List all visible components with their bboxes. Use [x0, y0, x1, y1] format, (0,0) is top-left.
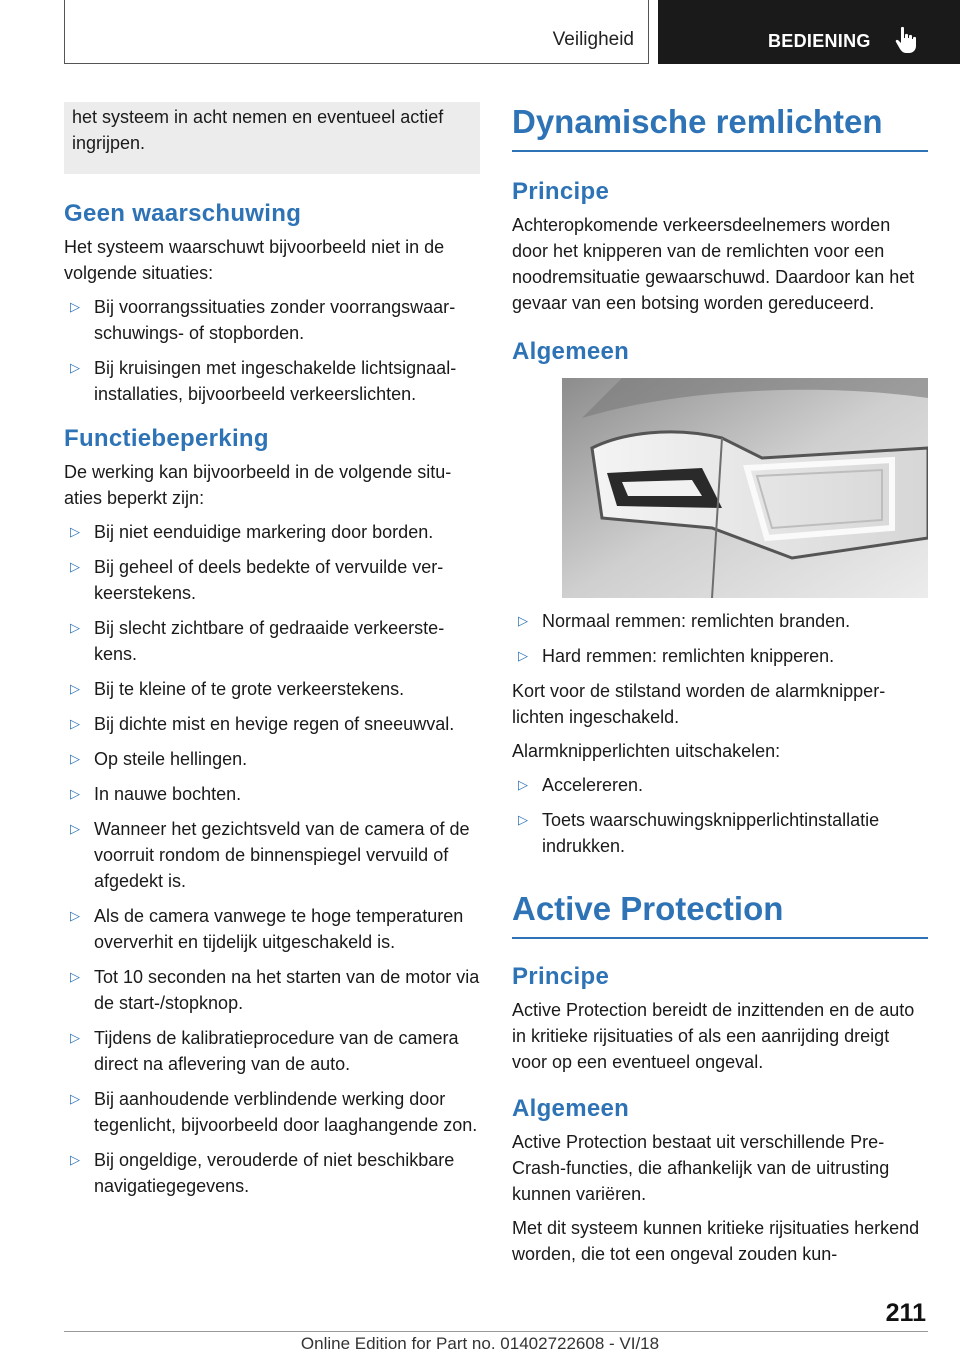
- list-item: [64, 1086, 480, 1138]
- list-item-text: Wanneer het gezichtsveld van de camera of de voorruit rondom de binnenspiegel vervuild of afgedekt is.: [94, 819, 470, 891]
- functie-list: [64, 519, 480, 1199]
- list-item: [512, 772, 928, 798]
- active-algemeen-text-2: Met dit systeem kunnen kritieke rijsituaties herkend worden, die tot een ongeval zouden kun-: [512, 1218, 920, 1264]
- list-item-text: Normaal remmen: remlichten branden.: [542, 611, 851, 631]
- taillight-image: [562, 378, 928, 598]
- bullet-triangle-icon: ▷: [70, 1091, 80, 1106]
- list-item: [64, 676, 480, 702]
- bullet-triangle-icon: ▷: [70, 716, 80, 731]
- list-item-text: Bij aanhoudende verblindende werking door tegenlicht, bijvoorbeeld door laaghangende zon.: [94, 1089, 478, 1135]
- hand-pointer-icon: [894, 26, 920, 54]
- list-item: [64, 554, 480, 606]
- list-item-text: Tijdens de kalibratieprocedure van de camera direct na aflevering van de auto.: [94, 1028, 459, 1074]
- bullet-triangle-icon: ▷: [70, 821, 80, 836]
- list-item-text: Op steile hellingen.: [94, 749, 248, 769]
- subsection-title-algemeen: Algemeen: [512, 338, 630, 365]
- list-item-text: Hard remmen: remlichten knipperen.: [542, 646, 835, 666]
- list-item: [64, 711, 480, 737]
- bullet-triangle-icon: ▷: [70, 524, 80, 539]
- bullet-triangle-icon: ▷: [70, 969, 80, 984]
- active-principe-text: Active Protection bereidt de inzittenden en de auto in kritieke rijsituaties of als een aanrijding dreigt voor op een eventueel ongeval.: [512, 1000, 915, 1072]
- geen-intro: Het systeem waarschuwt bijvoorbeeld niet in de volgende situaties:: [64, 237, 445, 283]
- bullet-triangle-icon: ▷: [518, 812, 528, 827]
- list-item: [64, 1147, 480, 1199]
- dyn-list-uitschakelen: [512, 772, 928, 859]
- list-item: [64, 964, 480, 1016]
- header-chapter-tab[interactable]: [658, 0, 960, 64]
- bullet-triangle-icon: ▷: [70, 1152, 80, 1167]
- list-item-text: Accelereren.: [542, 775, 644, 795]
- list-item: [512, 807, 928, 859]
- functie-intro: De werking kan bijvoorbeeld in de volgende situaties beperkt zijn:: [64, 462, 452, 508]
- bullet-triangle-icon: ▷: [70, 559, 80, 574]
- list-item: [64, 615, 480, 667]
- bullet-triangle-icon: ▷: [70, 360, 80, 375]
- list-item: [64, 903, 480, 955]
- dyn-list: [512, 608, 928, 669]
- bullet-triangle-icon: ▷: [70, 681, 80, 696]
- list-item: [64, 781, 480, 807]
- bullet-triangle-icon: ▷: [518, 777, 528, 792]
- list-item: [512, 608, 928, 634]
- header-section-label: Veiligheid: [552, 29, 634, 50]
- subsection-title-principe: Principe: [512, 963, 610, 990]
- page-number: 211: [885, 1299, 926, 1327]
- header-section-box: [64, 0, 649, 64]
- geen-list: [64, 294, 480, 407]
- dyn-text-stilstand: Kort voor de stilstand worden de alarmknipperlichten ingeschakeld.: [512, 681, 886, 727]
- footer-edition: Online Edition for Part no. 01402722608 - VI/18: [300, 1334, 660, 1353]
- list-item-text: Bij kruisingen met ingeschakelde lichtsignaalinstallaties, bijvoorbeeld verkeerslichten.: [94, 358, 457, 404]
- bullet-triangle-icon: ▷: [70, 299, 80, 314]
- list-item: [64, 816, 480, 894]
- list-item-text: Bij ongeldige, verouderde of niet beschikbare navigatiegegevens.: [94, 1150, 455, 1196]
- list-item: [512, 643, 928, 669]
- list-item-text: Bij te kleine of te grote verkeerstekens.: [94, 679, 405, 699]
- bullet-triangle-icon: ▷: [70, 908, 80, 923]
- subsection-title-principe: Principe: [512, 178, 610, 205]
- left-column: [64, 102, 480, 1208]
- active-algemeen-text-1: Active Protection bestaat uit verschillende Pre-Crash-functies, die afhankelijk van de uitrusting kunnen variëren.: [512, 1132, 890, 1204]
- list-item-text: Bij geheel of deels bedekte of vervuilde verkeerstekens.: [94, 557, 444, 603]
- list-item-text: In nauwe bochten.: [94, 784, 242, 804]
- section-title-geen-waarschuwing: Geen waarschuwing: [64, 200, 302, 227]
- list-item-text: Toets waarschuwingsknipperlichtinstallatie indrukken.: [542, 810, 880, 856]
- list-item-text: Bij slecht zichtbare of gedraaide verkeerstekens.: [94, 618, 445, 664]
- dyn-text-uitschakelen: Alarmknipperlichten uitschakelen:: [512, 741, 781, 761]
- bullet-triangle-icon: ▷: [518, 613, 528, 628]
- list-item: [64, 1025, 480, 1077]
- bullet-triangle-icon: ▷: [70, 1030, 80, 1045]
- list-item: [64, 294, 480, 346]
- taillight-illustration: [562, 378, 928, 598]
- dyn-principe-text: Achteropkomende verkeersdeelnemers worden door het knipperen van de remlichten voor een noodremsituatie gewaarschuwd. Daardoor kan het gevaar van een botsing worden gereduceerd.: [512, 215, 915, 313]
- note-text: het systeem in acht nemen en eventueel actief ingrijpen.: [72, 107, 444, 153]
- bullet-triangle-icon: ▷: [70, 751, 80, 766]
- list-item: [64, 746, 480, 772]
- footer-divider: [64, 1331, 928, 1332]
- list-item: [64, 519, 480, 545]
- section-title-functiebeperking: Functiebeperking: [64, 425, 269, 452]
- bullet-triangle-icon: ▷: [70, 620, 80, 635]
- list-item-text: Bij niet eenduidige markering door borden.: [94, 522, 434, 542]
- list-item-text: Tot 10 seconden na het starten van de motor via de start-/stopknop.: [94, 967, 480, 1013]
- header-chapter-label: BEDIENING: [768, 31, 871, 51]
- subsection-title-algemeen: Algemeen: [512, 1095, 630, 1122]
- list-item-text: Als de camera vanwege te hoge temperaturen oververhit en tijdelijk uitgeschakeld is.: [94, 906, 464, 952]
- list-item-text: Bij voorrangssituaties zonder voorrangswaarschuwings- of stopborden.: [94, 297, 456, 343]
- note-box: [64, 102, 480, 174]
- section-title-dynamische-remlichten: Dynamische remlichten: [512, 102, 928, 152]
- right-column: [512, 102, 928, 1275]
- list-item: [64, 355, 480, 407]
- bullet-triangle-icon: ▷: [70, 786, 80, 801]
- bullet-triangle-icon: ▷: [518, 648, 528, 663]
- list-item-text: Bij dichte mist en hevige regen of sneeuwval.: [94, 714, 455, 734]
- section-title-active-protection: Active Protection: [512, 889, 928, 939]
